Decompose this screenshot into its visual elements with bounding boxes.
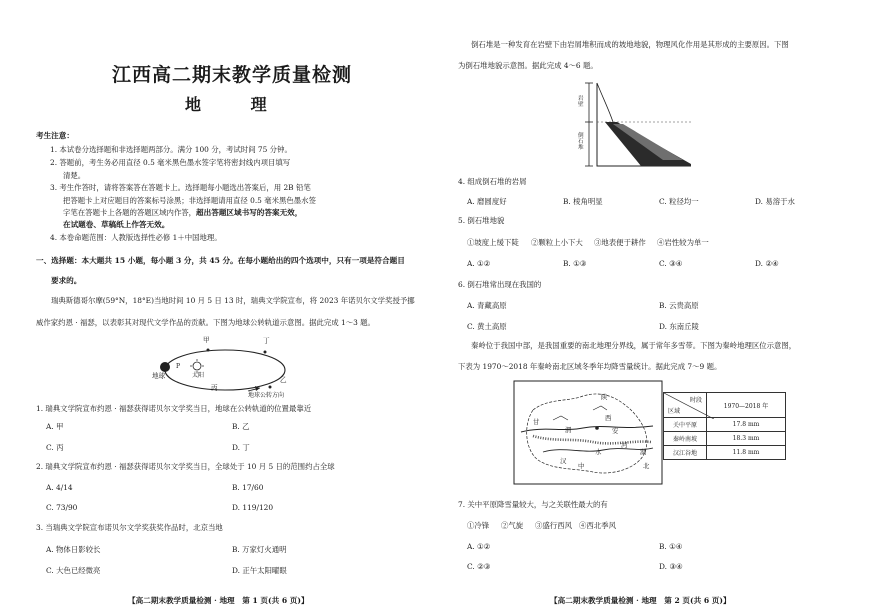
orbit-label-direction: 地球公转方向 (248, 392, 285, 399)
map-label: 北 (643, 462, 650, 470)
intro-text: 威作家约恩 · 福瑟，以表彰其对现代文学作品的贡献。下图为地球公转轨道示意图。据此完成 1～3 题。 (36, 318, 375, 327)
table-row (664, 432, 786, 446)
scree-label-wall: 岩壁 (578, 96, 584, 108)
option: C. 丙 (46, 443, 64, 452)
option: C. ②③ (467, 562, 491, 571)
question-stem: 5. 倒石堆地貌 (458, 216, 505, 225)
map-label: 水 (595, 448, 602, 456)
notice-emphasis: 超出答题区域书写的答案无效， (196, 208, 303, 217)
earth-icon (160, 362, 170, 372)
option: C. 大色已经微亮 (46, 566, 101, 575)
notice-line (63, 208, 302, 217)
sun-icon (193, 362, 201, 370)
option: A. 磨圆度好 (467, 197, 507, 206)
statement: ②颗粒上小下大 (531, 238, 583, 247)
table-cell-region: 关中平原 (664, 418, 707, 432)
option: A. 甲 (46, 422, 64, 431)
option: B. 17/60 (232, 483, 264, 492)
map-label: 河 (621, 441, 628, 449)
statement: ③地表便于耕作 (594, 238, 646, 247)
notice-line: 3. 考生作答时，请将答案答在答题卡上。选择题每小题选出答案后，用 2B 铅笔 (50, 183, 311, 192)
page-footer: 【高二期末教学质量检测 · 地理 第 2 页(共 6 页)】 (550, 596, 731, 605)
option: A. ①② (467, 259, 491, 268)
notice-line: 2. 答题前，考生务必用直径 0.5 毫米黑色墨水签字笔将密封线内项目填写 (50, 158, 291, 167)
option: D. 易溶于水 (755, 197, 795, 206)
notice-emphasis-line: 在试题卷、草稿纸上作答无效。 (63, 220, 170, 229)
orbit-label-sun: 太阳 (192, 372, 205, 379)
option: A. 4/14 (46, 483, 73, 492)
table-period-header: 1970—2018 年 (707, 393, 786, 418)
map-label: 甘 (533, 418, 540, 426)
orbit-label-p: P (176, 363, 181, 370)
option: D. 正午太阳曜眼 (232, 566, 287, 575)
table-cell-value: 11.8 mm (707, 446, 786, 460)
intro-text: 秦岭位于我国中部，是我国重要的南北地理分界线，属于常年多雪带。下图为秦岭地理区位示意图， (471, 341, 797, 350)
question-stem: 7. 关中平原降雪量较大，与之关联性最大的有 (458, 500, 608, 509)
notice-line: 4. 本卷命题范围：人教版选择性必修 1＋中国地理。 (50, 233, 222, 242)
notice-line: 清楚。 (63, 171, 86, 180)
table-row (664, 446, 786, 460)
right-page (435, 0, 870, 614)
orbit-label-ding: 丁 (263, 337, 270, 345)
table-cell-value: 18.3 mm (707, 432, 786, 446)
option: D. 119/120 (232, 503, 274, 512)
scree-diagram (583, 78, 703, 173)
option: B. 云贵高原 (659, 301, 699, 310)
table-cell-region: 汉江谷地 (664, 446, 707, 460)
map-label: 汉 (560, 457, 567, 465)
section-heading-cont: 要求的。 (51, 276, 82, 285)
statement: ①冷锋 (467, 521, 490, 530)
question-stem: 1. 瑞典文学院宣布约恩 · 福瑟获得诺贝尔文学奖当日，地球在公转轨道的位置最靠近 (36, 404, 312, 413)
table-header-row (664, 393, 786, 418)
orbit-label-earth: 地球 (152, 372, 166, 380)
question-stem: 4. 组成倒石堆的岩屑 (458, 177, 527, 186)
map-label: 渭 (565, 426, 572, 434)
map-label: 中 (578, 462, 585, 470)
statement: ④岩性较为单一 (657, 238, 709, 247)
option: B. 棱角明显 (563, 197, 603, 206)
map-label: 陕 (601, 393, 608, 401)
option: C. 73/90 (46, 503, 78, 512)
option: D. 东南丘陵 (659, 322, 699, 331)
option: B. 乙 (232, 422, 250, 431)
notice-line: 1. 本试卷分选择题和非选择题两部分。满分 100 分，考试时间 75 分钟。 (50, 145, 292, 154)
question-stem: 3. 当瑞典文学院宣布诺贝尔文学奖获奖作品时，北京当地 (36, 523, 223, 532)
statement: ④西北季风 (579, 521, 616, 530)
option: A. ①② (467, 542, 491, 551)
notice-text: 字笔在答题卡上各题的答题区域内作答， (63, 208, 197, 217)
table-time-label: 时段 (689, 397, 702, 404)
table-cell-value: 17.8 mm (707, 418, 786, 432)
statement: ③盛行西风 (535, 521, 572, 530)
statement: ①坡度上缓下陡 (467, 238, 519, 247)
scree-label-scree: 倒石堆 (578, 133, 584, 151)
option: B. 万家灯火通明 (232, 545, 287, 554)
intro-text: 下表为 1970～2018 年秦岭南北区域冬季年均降雪量统计。据此完成 7～9 题。 (458, 362, 722, 371)
table-region-label: 区域 (668, 408, 681, 415)
question-stem: 6. 倒石堆常出现在我国的 (458, 280, 542, 289)
option: A. 物体日影较长 (46, 545, 101, 554)
qinling-map (513, 380, 663, 485)
xian-marker (595, 426, 599, 430)
orbit-label-jia: 甲 (203, 336, 210, 344)
intro-text: 瑞典斯德哥尔摩(59°N，18°E)当地时间 10 月 5 日 13 时，瑞典文学院宣布，将 2023 年诺贝尔文学奖授予挪 (51, 296, 415, 305)
orbit-label-yi: 乙 (280, 376, 287, 384)
option: D. 丁 (232, 443, 250, 452)
map-label: 湖 (640, 448, 647, 456)
statement: ②气旋 (501, 521, 524, 530)
notice-line: 把答题卡上对应题目的答案标号涂黑；非选择题请用直径 0.5 毫米黑色墨水签 (63, 196, 316, 205)
snowfall-table (663, 392, 786, 460)
orbit-label-bing: 丙 (211, 384, 218, 392)
subject-title: 地 理 (185, 95, 289, 114)
table-row (664, 418, 786, 432)
option: B. ①④ (659, 542, 683, 551)
option: A. 青藏高原 (467, 301, 507, 310)
map-label: 西 (605, 414, 612, 422)
table-cell-region: 秦岭南坡 (664, 432, 707, 446)
option: C. ③④ (659, 259, 683, 268)
intro-text: 倒石堆是一种发育在岩壁下由岩屑堆积而成的坡地地貌，物理风化作用是其形成的主要原因。下图 (471, 40, 789, 49)
page-footer: 【高二期末教学质量检测 · 地理 第 1 页(共 6 页)】 (128, 596, 309, 605)
option: C. 黄土高原 (467, 322, 507, 331)
question-stem: 2. 瑞典文学院宣布约恩 · 福瑟获得诺贝尔文学奖当日，全球处于 10 月 5 日的范围约占全球 (36, 462, 335, 471)
intro-text: 为倒石堆地貌示意图。据此完成 4～6 题。 (458, 61, 598, 70)
table-diagonal-header (664, 393, 707, 418)
map-label: 安 (612, 427, 619, 435)
option: C. 粒径均一 (659, 197, 699, 206)
option: D. ③④ (659, 562, 683, 571)
section-heading: 一、选择题：本大题共 15 小题，每小题 3 分，共 45 分。在每小题给出的四个选项中，只有一项是符合题目 (36, 256, 405, 265)
option: B. ①③ (563, 259, 587, 268)
exam-title: 江西高二期末教学质量检测 (112, 64, 353, 86)
option: D. ②④ (755, 259, 779, 268)
notice-heading: 考生注意： (36, 131, 74, 140)
